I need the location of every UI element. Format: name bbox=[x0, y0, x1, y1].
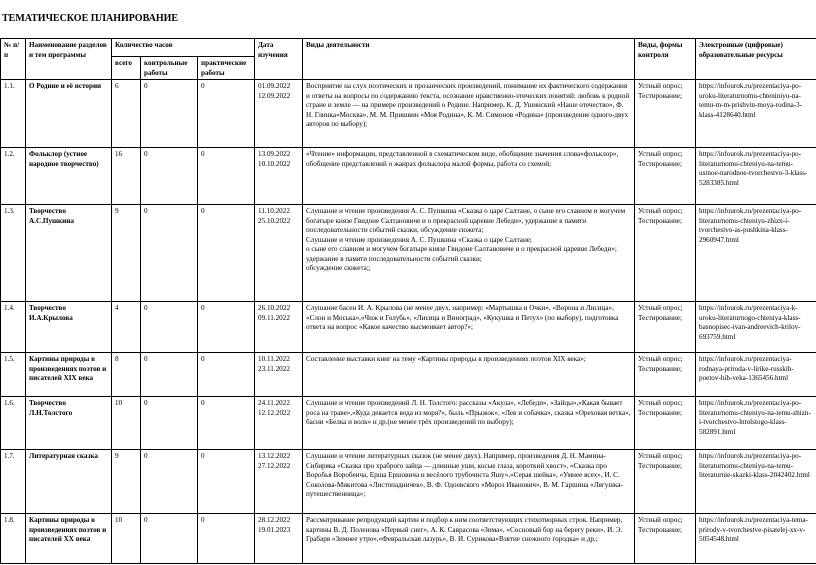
row-number: 1.8. bbox=[4, 516, 15, 525]
row-hours-practical: 0 bbox=[201, 399, 205, 408]
table-row bbox=[1, 450, 816, 514]
row-number: 1.1. bbox=[4, 82, 15, 91]
planning-table bbox=[0, 38, 816, 564]
row-section-title: Творчество А.С.Пушкина bbox=[29, 207, 74, 225]
row-resource-link: https://infourok.ru/prezentaciya-po-literaturnomu-chteniyu-na-temu-literaturnie-skazki-klass-2042402.html bbox=[699, 452, 810, 480]
table-row bbox=[1, 80, 816, 148]
row-dates: 10.11.2022 23.11.2022 bbox=[258, 355, 290, 373]
row-number: 1.4. bbox=[4, 304, 15, 313]
row-hours-total: 8 bbox=[115, 355, 119, 364]
row-hours-practical: 0 bbox=[201, 452, 205, 461]
row-number: 1.7. bbox=[4, 452, 15, 461]
row-hours-practical: 0 bbox=[201, 516, 205, 525]
row-hours-total: 9 bbox=[115, 207, 119, 216]
row-number: 1.5. bbox=[4, 355, 15, 364]
row-section-title: Творчество И.А.Крылова bbox=[29, 304, 73, 322]
header-resources: Электронные (цифровые) образовательные ресурсы bbox=[696, 39, 816, 80]
table-row bbox=[1, 397, 816, 450]
row-dates: 11.10.2022 25.10.2022 bbox=[258, 207, 291, 225]
row-resource-link: https://infourok.ru/prezentaciya-po-literaturnomu-chteniyu-na-temu-zhizn-i-tvorchestvo-lntolstogo-klass-582891.html bbox=[699, 399, 811, 436]
row-control-form: Устный опрос; Тестирование; bbox=[638, 207, 683, 225]
row-hours-total: 16 bbox=[115, 150, 123, 159]
row-hours-control: 0 bbox=[144, 516, 148, 525]
row-number: 1.6. bbox=[4, 399, 15, 408]
row-control-form: Устный опрос; Тестирование; bbox=[638, 304, 683, 322]
row-control-form: Устный опрос; Тестирование; bbox=[638, 516, 683, 534]
table-row bbox=[1, 148, 816, 205]
row-control-form: Устный опрос; Тестирование; bbox=[638, 399, 683, 417]
row-activity: Слушание и чтение литературных сказок (не менее двух). Например, произведения Д. Н. Мамина-Сибиряка «Сказка про храброго зайца — длинные уши, косые глаза, короткий хвост», «Сказка про Воробья Воробеича, Ерша Ершовича и весёлого трубочиста Яшу»,«Серая шейка», «Умнее всех», И. С. Соколова-Микитова «Листопадничек», В. Ф. Одоевского «Мороз Иванович», В. М. Гаршина «Лягушка-путешественница»; bbox=[306, 452, 623, 499]
document-title: ТЕМАТИЧЕСКОЕ ПЛАНИРОВАНИЕ bbox=[2, 13, 179, 24]
row-section-title: Картины природы в произведениях поэтов и писателей XX века bbox=[29, 516, 107, 544]
row-hours-practical: 0 bbox=[201, 207, 205, 216]
row-dates: 28.12.2022 19.01.2023 bbox=[258, 516, 291, 534]
row-section-title: О Родине и её истории bbox=[29, 82, 102, 91]
row-number: 1.3. bbox=[4, 207, 15, 216]
row-activity: Слушание и чтение произведений Л. Н. Толстого: рассказы «Акула», «Лебеди», «Зайцы»,«Какая бывает роса на траве»,«Куда девается вода из моря?», быль «Прыжок», «Лев и собачка», сказка «Ореховая ветка», басни «Белка и волк» и др.(не менее трёх произведений по выбору); bbox=[306, 399, 631, 427]
row-dates: 13.09.2022 10.10.2022 bbox=[258, 150, 291, 168]
row-section-title: Картины природы в произведениях поэтов и писателей XIX века bbox=[29, 355, 107, 383]
table-row bbox=[1, 514, 816, 564]
row-resource-link: https://infourok.ru/prezentaciya-tema-prirody-v-tvorchestve-pisatelej-xx-v-5054548.html bbox=[699, 516, 808, 544]
row-hours-total: 10 bbox=[115, 516, 123, 525]
header-hours-control: контрольные работы bbox=[141, 57, 198, 80]
table-header bbox=[1, 39, 816, 80]
row-resource-link: https://infourok.ru/prezentaciya-po-literaturnomu-chteniyu-zhizn-i-tvorchestvo-as-pushkina-klass-2960947.html bbox=[699, 207, 802, 244]
row-hours-control: 0 bbox=[144, 150, 148, 159]
row-section-title: Фольклор (устное народное творчество) bbox=[29, 150, 99, 168]
row-hours-total: 4 bbox=[115, 304, 119, 313]
row-resource-link: https://infourok.ru/prezentaciya-po-uroku-literaturnomu-chteniniyu-na-temu-m-m-prishvin-moya-rodina-3-klass-4128640.html bbox=[699, 82, 803, 119]
header-num: № п/п bbox=[1, 39, 26, 80]
row-section-title: Творчество Л.Н.Толстого bbox=[29, 399, 73, 417]
row-control-form: Устный опрос; Тестирование; bbox=[638, 355, 683, 373]
header-hours-practical: практические работы bbox=[198, 57, 255, 80]
row-hours-total: 6 bbox=[115, 82, 119, 91]
row-hours-control: 0 bbox=[144, 207, 148, 216]
row-hours-practical: 0 bbox=[201, 304, 205, 313]
header-hours: Количество часов bbox=[112, 39, 255, 57]
row-section-title: Литературная сказка bbox=[29, 452, 98, 461]
header-control-form: Виды, формы контроля bbox=[635, 39, 696, 80]
row-hours-practical: 0 bbox=[201, 355, 205, 364]
row-activity: «Чтение» информации, представленной в схематическом виде, обобщение значения слова«фольклор», обобщение представлений о жанрах фольклора малой формы, работа со схемой; bbox=[306, 150, 619, 168]
row-hours-control: 0 bbox=[144, 82, 148, 91]
row-hours-practical: 0 bbox=[201, 150, 205, 159]
row-hours-control: 0 bbox=[144, 355, 148, 364]
row-control-form: Устный опрос; Тестирование; bbox=[638, 452, 683, 470]
header-activity: Виды деятельности bbox=[303, 39, 635, 80]
row-activity: Составление выставки книг на тему «Картины природы в произведениях поэтов XIX века»; bbox=[306, 355, 586, 364]
table-row bbox=[1, 302, 816, 353]
row-hours-practical: 0 bbox=[201, 82, 205, 91]
row-resource-link: https://infourok.ru/prezentaciya-rodnaya-priroda-v-lirike-russkih-poetov-hih-veka-1365456.html bbox=[699, 355, 794, 383]
row-dates: 01.09.2022 12.09.2022 bbox=[258, 82, 291, 100]
row-activity: Слушание и чтение произведения А. С. Пушкина «Сказка о царе Салтане, о сыне его славном и могучем богатыре князе Гвидоне Салтановиче и о прекрасной царевне Лебеди», удержание в памяти последовательности событий сказки, обсуждение сюжета; Слушание и чтение произведения А. С. Пушкина «Сказка о царе Салтане; о сыне его славном и могучем богатыре князе Гвидоне Салтановиче и о прекрасной царевне Лебеди»; удержание в памяти последовательности событий сказки; обсуждение сюжета;; bbox=[306, 207, 626, 273]
row-hours-control: 0 bbox=[144, 399, 148, 408]
row-dates: 24.11.2022 12.12.2022 bbox=[258, 399, 291, 417]
row-activity: Слушание басен И. А. Крылова (не менее двух, например: «Мартышка и Очки», «Ворона и Лисица», «Слон и Моська»,«Чиж и Голубь», «Лисица и Виноград», «Кукушка и Петух» (по выбору), подготовка ответа на вопрос «Какое качество высмеивает автор?»; bbox=[306, 304, 619, 332]
header-section: Наименование разделов и тем программы bbox=[26, 39, 112, 80]
row-number: 1.2. bbox=[4, 150, 15, 159]
table-row bbox=[1, 205, 816, 302]
row-dates: 26.10.2022 09.11.2022 bbox=[258, 304, 291, 322]
row-hours-control: 0 bbox=[144, 304, 148, 313]
table-row bbox=[1, 353, 816, 397]
row-control-form: Устный опрос; Тестирование; bbox=[638, 82, 683, 100]
row-hours-total: 10 bbox=[115, 399, 123, 408]
row-resource-link: https://infourok.ru/prezentaciya-k-uroku-literaturnogo-chteniya-klass-basnopisec-ivan-andreevich-krilov-693759.html bbox=[699, 304, 801, 341]
row-dates: 13.12.2022 27.12.2022 bbox=[258, 452, 291, 470]
row-resource-link: https://infourok.ru/prezentaciya-po-literaturnomu-chteniyu-na-temu-ustnoe-narodnoe-tvorchestvo-3-klass-5283385.html bbox=[699, 150, 808, 187]
table-body bbox=[1, 80, 816, 564]
row-hours-control: 0 bbox=[144, 452, 148, 461]
row-activity: Рассматривание репродукций картин и подбор к ним соответствующих стихотворных строк. Например, картины В. Д. Поленова «Первый снег», А. К. Саврасова «Зима», «Сосновый бор на берегу реки», И. Э. Грабаря «Зимнее утро»,«Февральская лазурь», В. И. Сурикова«Взятие снежного городка» и др.; bbox=[306, 516, 623, 544]
row-hours-total: 9 bbox=[115, 452, 119, 461]
row-activity: Восприятие на слух поэтических и прозаических произведений, понимание их фактического содержания и ответы на вопросы по содержанию текста, осознание нравственно-этических понятий: любовь к родной стране и земле — на примере произведений о Родине. Например, К. Д. Ушинский «Наше отечество», Ф. Н. Глинка«Москва», М. М. Пришвин «Моя Родина», К. М. Симонов «Родина» (произведение одного-двух авторов по выбору); bbox=[306, 82, 630, 129]
header-dates: Дата изучения bbox=[255, 39, 303, 80]
row-control-form: Устный опрос; Тестирование; bbox=[638, 150, 683, 168]
header-hours-total: всего bbox=[112, 57, 141, 80]
